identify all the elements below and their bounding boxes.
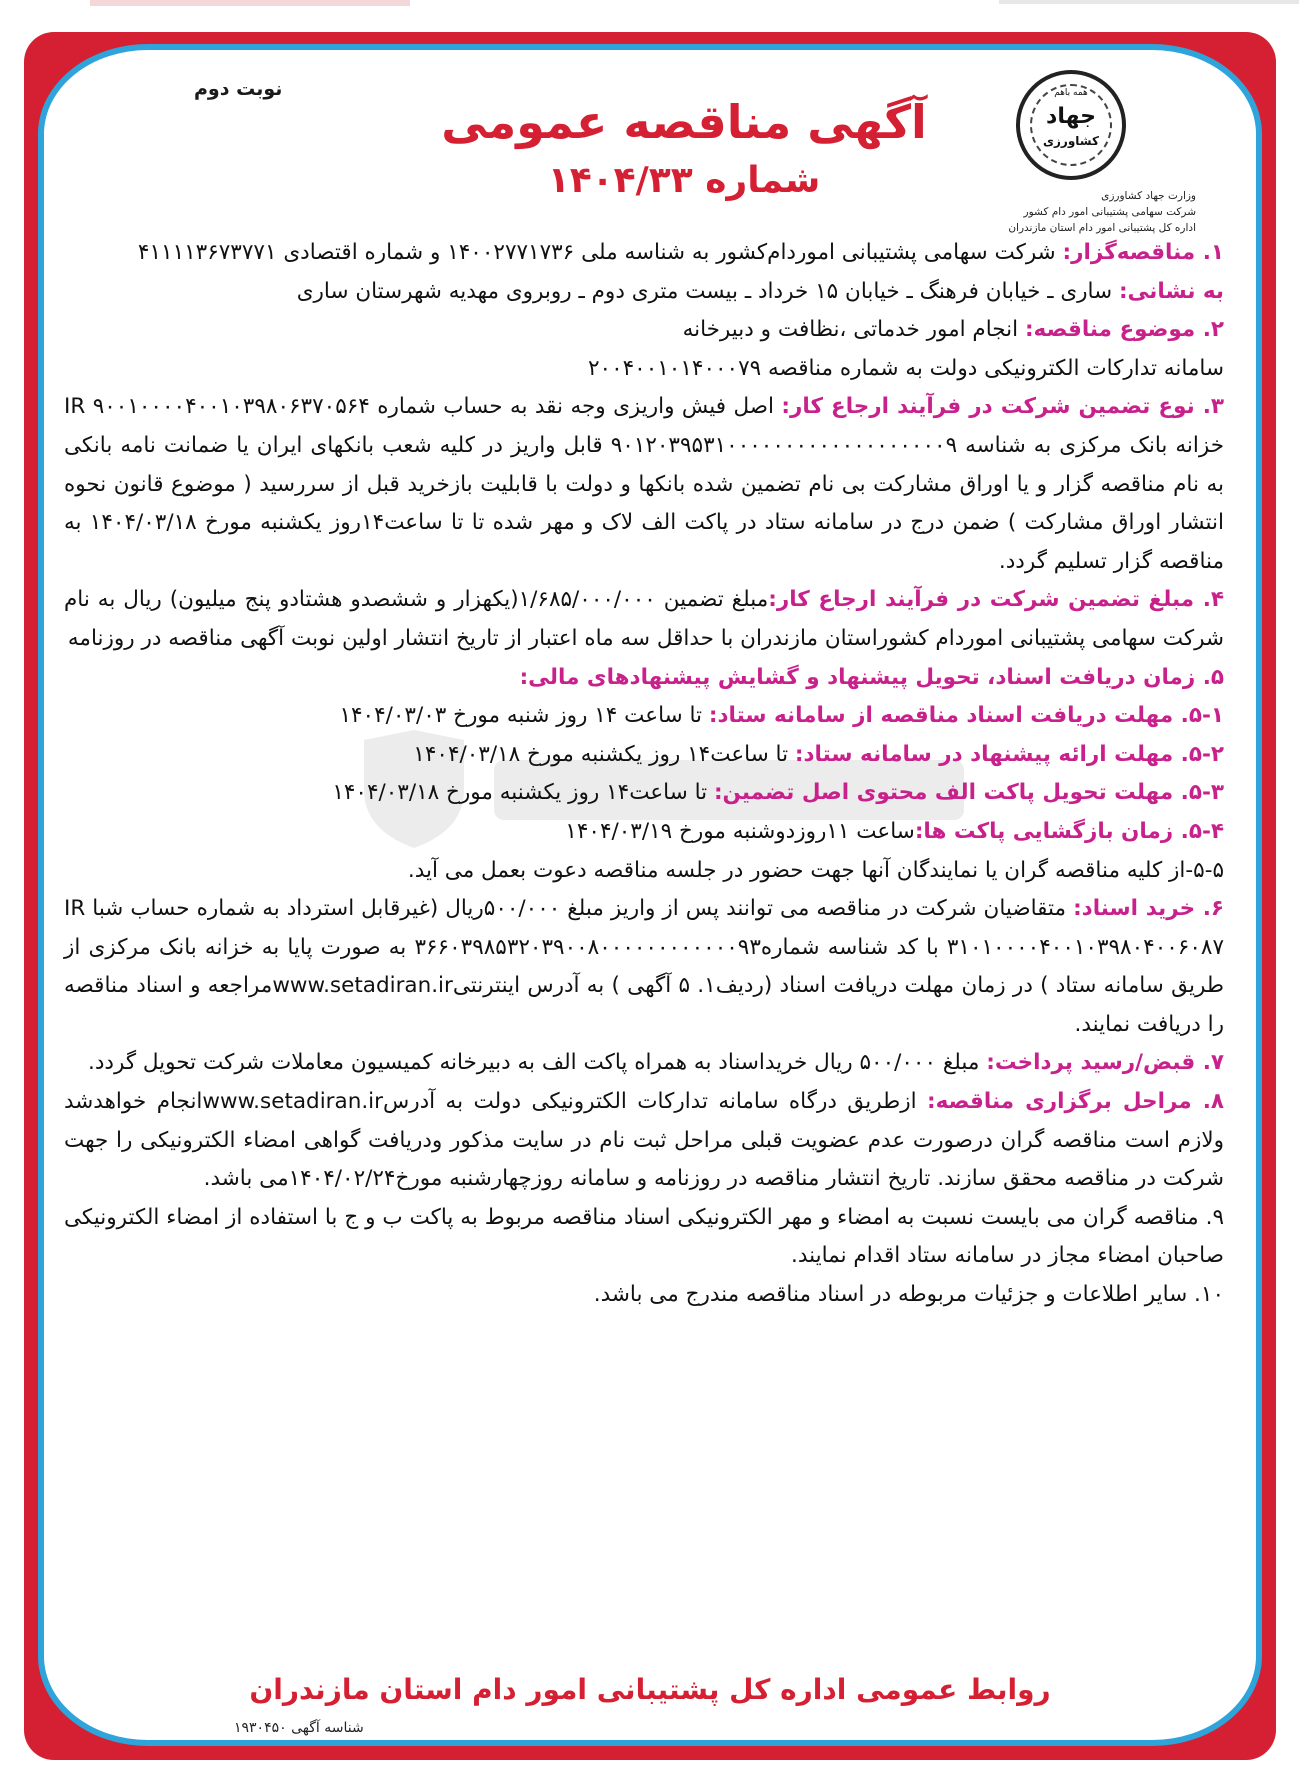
item-1-text: شرکت سهامی پشتیبانی اموردام‌کشور به شناسه ملی ۱۴۰۰۲۷۷۱۷۳۶ و شماره اقتصادی ۴۱۱۱۱۳۶۷۳۷۷۱ (137, 240, 1063, 265)
page-title: آگهی مناقصه عمومی (441, 95, 927, 149)
item-3 (64, 388, 1224, 581)
item-2-line-2: سامانه تدارکات الکترونیکی دولت به شماره مناقصه ۲۰۰۴۰۰۱۰۱۴۰۰۰۷۹ (587, 355, 1224, 381)
item-10: ۱۰. سایر اطلاعات و جزئیات مربوطه در اسناد مناقصه مندرج می باشد. (593, 1282, 1224, 1308)
logo-word: جهاد (1046, 104, 1096, 129)
item-5-2-text: تا ساعت۱۴ روز یکشنبه مورخ ۱۴۰۴/۰۳/۱۸ (413, 741, 795, 767)
item-5-heading: ۵. زمان دریافت اسناد، تحویل پیشنهاد و گشایش پیشنهادهای مالی: (519, 664, 1224, 690)
address-text: ساری ـ خیابان فرهنگ ـ خیابان ۱۵ خرداد ـ بیست متری دوم ـ روبروی مهدیه شهرستان ساری (296, 278, 1119, 304)
org-line-3: اداره کل پشتیبانی امور دام استان مازندران (1008, 222, 1196, 234)
item-5-4-text: ساعت ۱۱روزدوشنبه مورخ ۱۴۰۴/۰۳/۱۹ (565, 818, 915, 844)
top-strip (0, 0, 1299, 22)
item-4 (64, 581, 1224, 658)
item-4-text: مبلغ تضمین ۱/۶۸۵/۰۰۰/۰۰۰(یکهزار و ششصدو هشتادو پنج میلیون) ریال به نام شرکت سهامی پشتیبانی اموردام کشوراستان مازندران با حداقل سه ماه اعتبار از تاریخ انتشار اولین نوبت آگهی مناقصه در روزنامه (64, 587, 1224, 651)
item-5-3-heading: ۵-۳. مهلت تحویل پاکت الف محتوی اصل تضمین: (713, 780, 1224, 806)
item-2-heading: ۲. موضوع مناقصه: (1024, 317, 1224, 343)
logo-tagline: همه باهم (1054, 88, 1088, 98)
footer-title: روابط عمومی اداره کل پشتیبانی امور دام استان مازندران (249, 1673, 1051, 1706)
item-7 (64, 1044, 1224, 1083)
item-3-text: اصل فیش واریزی وجه نقد به حساب شماره IR ۹۰۰۱۰۰۰۰۴۰۰۱۰۳۹۸۰۶۳۷۰۵۶۴ خزانه بانک مرکزی به شناسه ۹۰۱۲۰۳۹۵۳۱۰۰۰۰۰۰۰۰۰۰۰۰۰۰۰۰۰۰۰۹ قابل واریز در کلیه شعب بانکهای ایران یا ضمانت نامه بانکی به نام مناقصه گزار و یا اوراق مشارکت بی نام تضمین شده بانکها و دولت با قابلیت بازخرید قبل از سررسید ( موضوع قانون نحوه انتشار اوراق مشارکت ) ضمن درج در سامانه ستاد در پاکت الف لاک و مهر شده تا تا ساعت۱۴روز یکشنبه مورخ ۱۴۰۴/۰۳/۱۸ به مناقصه گزار تسلیم گردد. (64, 394, 1225, 574)
organization-names (936, 188, 1196, 236)
item-8 (64, 1083, 1224, 1199)
jihad-logo-icon (1016, 70, 1126, 180)
org-line-2: شرکت سهامی پشتیبانی امور دام کشور (1023, 206, 1196, 218)
item-5-1 (64, 697, 1224, 736)
item-5-1-text: تا ساعت ۱۴ روز شنبه مورخ ۱۴۰۴/۰۳/۰۳ (339, 703, 709, 729)
item-7-heading: ۷. قبض/رسید پرداخت: (986, 1050, 1224, 1076)
organization-block (936, 70, 1196, 234)
ad-id: شناسه آگهی ۱۹۳۰۴۵۰ (234, 1720, 364, 1736)
tender-number: شماره ۱۴۰۴/۳۳ (547, 160, 821, 201)
item-7-text: مبلغ ۵۰۰/۰۰۰ ریال خریداسناد به همراه پاکت الف به دبیرخانه کمیسیون معاملات شرکت تحویل گردد. (87, 1050, 987, 1076)
publication-round: نوبت دوم (194, 78, 283, 100)
logo-subword: کشاورزی (1043, 134, 1099, 148)
item-5-3 (64, 774, 1224, 813)
item-6-heading: ۶. خرید اسناد: (1073, 896, 1224, 922)
item-5-4 (64, 813, 1224, 852)
item-5-4-heading: ۵-۴. زمان بازگشایی پاکت ها: (914, 818, 1224, 844)
item-3-heading: ۳. نوع تضمین شرکت در فرآیند ارجاع کار: (781, 394, 1224, 420)
item-5-5: ۵-۵-از کلیه مناقصه گران یا نمایندگان آنها جهت حضور در جلسه مناقصه دعوت بعمل می آید. (407, 857, 1224, 883)
item-5-1-heading: ۵-۱. مهلت دریافت اسناد مناقصه از سامانه ستاد: (708, 703, 1224, 729)
item-2-text: انجام امور خدماتی ،نظافت و دبیرخانه (682, 317, 1025, 343)
item-6 (64, 890, 1224, 1044)
item-4-heading: ۴. مبلغ تضمین شرکت در فرآیند ارجاع کار: (768, 587, 1224, 613)
item-1 (64, 234, 1224, 273)
item-6-text: متقاضیان شرکت در مناقصه می توانند پس از واریز مبلغ ۵۰۰/۰۰۰ریال (غیرقابل استرداد به شماره حساب شبا IR ۳۱۰۱۰۰۰۰۴۰۰۱۰۳۹۸۰۴۰۰۶۰۸۷ با کد شناسه شماره۳۶۶۰۳۹۸۵۳۲۰۳۹۰۰۸۰۰۰۰۰۰۰۰۰۰۰۰۹۳ به صورت پایا به خزانه بانک مرکزی از طریق سامانه ستاد ) در زمان مهلت دریافت اسناد (ردیف۱. ۵ آگهی ) به آدرس اینترنتیwww.setadiran.irمراجعه و اسناد مناقصه را دریافت نمایند. (64, 896, 1224, 1037)
top-strip-right (999, 0, 1299, 4)
ad-frame (24, 32, 1276, 1760)
item-2 (64, 311, 1224, 350)
item-5-3-text: تا ساعت۱۴ روز یکشنبه مورخ ۱۴۰۴/۰۳/۱۸ (332, 780, 714, 806)
item-8-heading: ۸. مراحل برگزاری مناقصه: (926, 1089, 1225, 1115)
item-8-text: ازطریق درگاه سامانه تدارکات الکترونیکی دولت به آدرسwww.setadiran.irانجام خواهدشد ولازم است مناقصه گران درصورت عدم عضویت قبلی مراحل ثبت نام در سایت مذکور ودریافت گواهی امضاء الکترونیکی را جهت شرکت در مناقصه محقق سازند. تاریخ انتشار مناقصه در روزنامه و سامانه روزچهارشنبه مورخ۱۴۰۴/۰۲/۲۴می باشد. (64, 1089, 1224, 1192)
item-1-heading: ۱. مناقصه‌گزار: (1062, 240, 1224, 265)
top-strip-left (90, 0, 410, 6)
item-5-2 (64, 736, 1224, 775)
item-5-2-heading: ۵-۲. مهلت ارائه پیشنهاد در سامانه ستاد: (794, 741, 1224, 767)
address (64, 273, 1224, 312)
item-5 (64, 659, 1224, 698)
ad-content (38, 44, 1262, 1746)
org-line-1: وزارت جهاد کشاورزی (1101, 190, 1196, 202)
address-heading: به نشانی: (1118, 278, 1224, 304)
ad-body (64, 234, 1224, 1315)
item-9: ۹. مناقصه گران می بایست نسبت به امضاء و مهر الکترونیکی اسناد مناقصه مربوط به پاکت ب و ج با استفاده از امضاء الکترونیکی صاحبان امضاء مجاز در سامانه ستاد اقدام نمایند. (64, 1204, 1224, 1269)
